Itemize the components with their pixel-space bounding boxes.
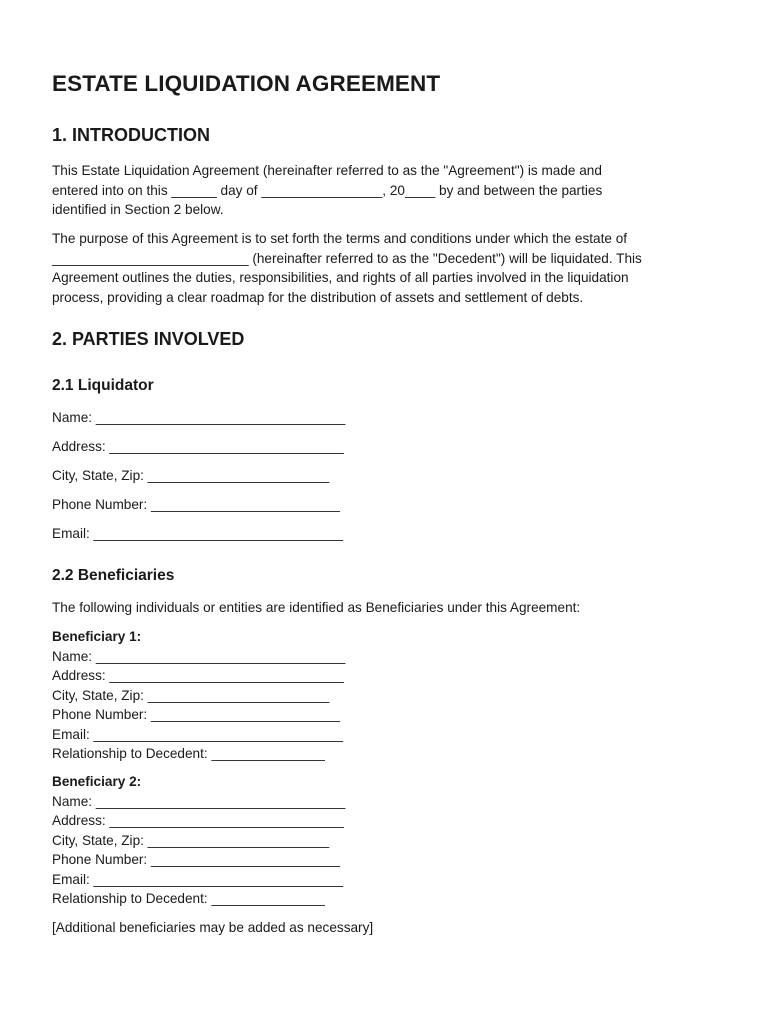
beneficiary-1-label: Beneficiary 1: — [52, 629, 142, 644]
intro-paragraph-1 — [52, 161, 722, 220]
liquidator-city-field: City, State, Zip: ________________________ — [52, 468, 330, 483]
beneficiary-1-phone-field: Phone Number: _________________________ — [52, 707, 340, 722]
beneficiary-2-label: Beneficiary 2: — [52, 774, 142, 789]
liquidator-phone-field: Phone Number: _________________________ — [52, 497, 340, 512]
intro-paragraph-2-line-2: __________________________ (hereinafter referred to as the "Decedent") will be liquidated. This — [52, 250, 642, 266]
intro-paragraph-2-line-1: The purpose of this Agreement is to set forth the terms and conditions under which the estate of — [52, 231, 628, 246]
additional-beneficiaries-note: [Additional beneficiaries may be added as necessary] — [52, 920, 374, 935]
section-2-heading: 2. PARTIES INVOLVED — [52, 329, 245, 349]
beneficiaries-heading: 2.2 Beneficiaries — [52, 567, 175, 584]
beneficiary-2-block — [52, 772, 345, 909]
liquidator-name-field: Name: _________________________________ — [52, 410, 346, 425]
beneficiary-1-city-field: City, State, Zip: ________________________ — [52, 687, 330, 703]
beneficiary-1-email-field: Email: _________________________________ — [52, 726, 344, 742]
intro-paragraph-1-line-1: This Estate Liquidation Agreement (hereinafter referred to as the "Agreement") is made and — [52, 163, 602, 178]
beneficiaries-intro: The following individuals or entities are identified as Beneficiaries under this Agreement: — [52, 600, 581, 615]
beneficiary-2-address-field: Address: _______________________________ — [52, 813, 344, 828]
intro-paragraph-2-line-4: process, providing a clear roadmap for the distribution of assets and settlement of debts. — [52, 289, 584, 305]
beneficiary-1-relationship-field: Relationship to Decedent: _______________ — [52, 746, 325, 761]
beneficiary-2-phone-field: Phone Number: _________________________ — [52, 852, 340, 867]
beneficiary-2-email-field: Email: _________________________________ — [52, 871, 344, 887]
intro-paragraph-2-line-3: Agreement outlines the duties, responsibilities, and rights of all parties involved in the liquidation — [52, 270, 629, 285]
beneficiary-1-address-field: Address: _______________________________ — [52, 668, 344, 683]
beneficiary-2-relationship-field: Relationship to Decedent: _______________ — [52, 891, 325, 906]
intro-paragraph-2 — [52, 229, 722, 307]
liquidator-address-field: Address: _______________________________ — [52, 439, 344, 454]
intro-paragraph-1-line-3: identified in Section 2 below. — [52, 202, 224, 217]
liquidator-heading: 2.1 Liquidator — [52, 377, 154, 394]
intro-paragraph-1-line-2: entered into on this ______ day of ________________, 20____ by and between the parties — [52, 182, 603, 198]
beneficiary-1-block — [52, 627, 345, 764]
beneficiary-2-city-field: City, State, Zip: ________________________ — [52, 832, 330, 848]
beneficiary-1-name-field: Name: _________________________________ — [52, 648, 346, 664]
document-title: ESTATE LIQUIDATION AGREEMENT — [52, 71, 441, 96]
liquidator-email-field: Email: _________________________________ — [52, 526, 344, 541]
beneficiary-2-name-field: Name: _________________________________ — [52, 793, 346, 809]
section-1-heading: 1. INTRODUCTION — [52, 125, 211, 145]
